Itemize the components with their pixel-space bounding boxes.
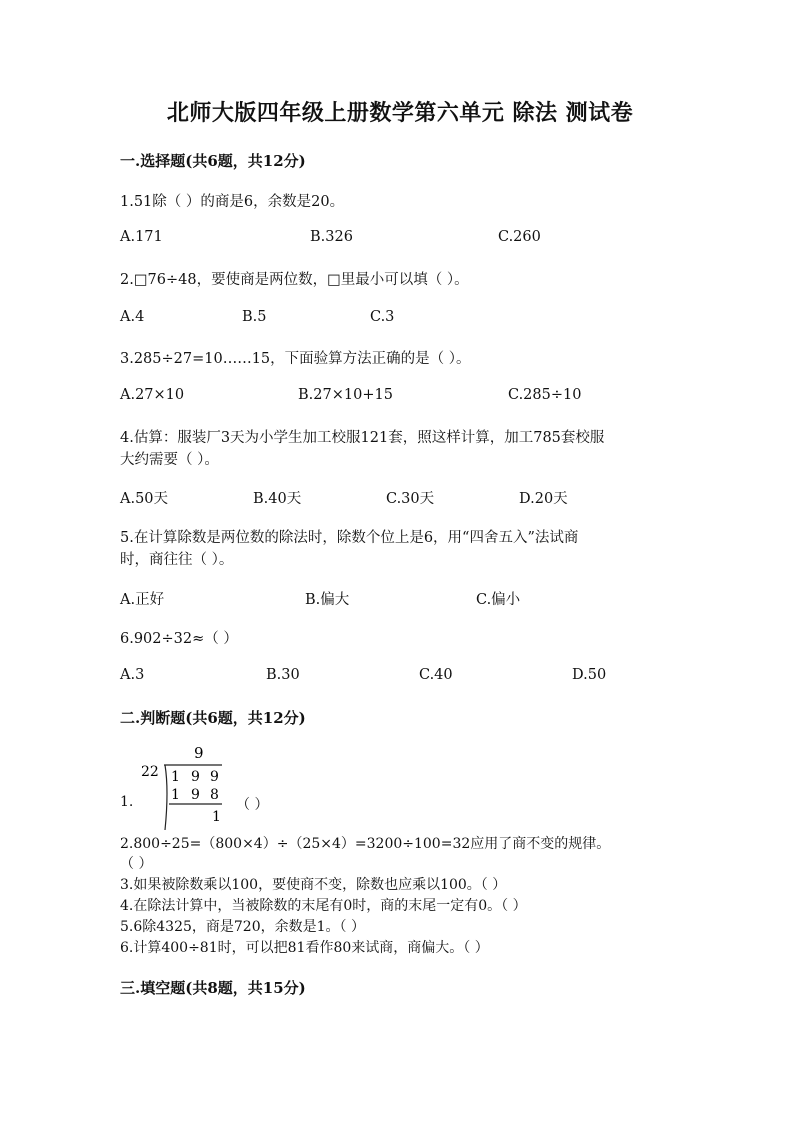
q3-option-b: B.27×10+15 — [298, 387, 393, 403]
judgement-2: 2.800÷25=（800×4）÷（25×4）=3200÷100=32应用了商不变的规律。 — [120, 836, 611, 852]
q6-option-c: C.40 — [419, 667, 453, 683]
product-digit-3: 8 — [210, 787, 219, 803]
question-4-line-2: 大约需要（ ）。 — [120, 452, 219, 468]
q6-option-a: A.3 — [120, 667, 145, 683]
judgement-6: 6.计算400÷81时，可以把81看作80来试商，商偏大。（ ） — [120, 940, 489, 956]
division-remainder: 1 — [212, 809, 221, 825]
q4-option-a: A.50天 — [120, 491, 169, 507]
product-digit-2: 9 — [191, 787, 200, 803]
judgement-1-number: 1. — [120, 794, 134, 810]
dividend-digit-3: 9 — [210, 769, 219, 785]
product-digit-1: 1 — [171, 787, 180, 803]
division-quotient: 9 — [194, 744, 204, 762]
division-bracket — [165, 765, 167, 830]
question-2: 2.□76÷48，要使商是两位数，□里最小可以填（ ）。 — [120, 272, 469, 288]
page-title: 北师大版四年级上册数学第六单元 除法 测试卷 — [166, 100, 634, 126]
q2-option-c: C.3 — [370, 309, 395, 325]
q5-option-c: C.偏小 — [476, 592, 521, 608]
judgement-5: 5.6除4325，商是720，余数是1。（ ） — [120, 919, 365, 935]
division-divisor: 22 — [141, 764, 159, 780]
q3-option-a: A.27×10 — [120, 387, 185, 403]
q5-option-a: A.正好 — [120, 592, 165, 608]
judgement-1-blank: （ ） — [236, 797, 269, 813]
question-5-line-2: 时，商往往（ ）。 — [120, 552, 234, 568]
q6-option-d: D.50 — [572, 667, 607, 683]
q4-option-c: C.30天 — [386, 491, 435, 507]
judgement-2-blank: （ ） — [120, 856, 153, 872]
q1-option-b: B.326 — [310, 229, 353, 245]
question-6: 6.902÷32≈（ ） — [120, 631, 238, 647]
dividend-digit-2: 9 — [191, 769, 200, 785]
judgement-4: 4.在除法计算中，当被除数的末尾有0时，商的末尾一定有0。（ ） — [120, 898, 527, 914]
question-5-line-1: 5.在计算除数是两位数的除法时，除数个位上是6，用“四舍五入”法试商 — [120, 530, 579, 546]
section-heading-judgement: 二.判断题(共6题，共12分) — [120, 709, 306, 727]
q1-option-c: C.260 — [498, 229, 541, 245]
q1-option-a: A.171 — [120, 229, 163, 245]
long-division-figure — [136, 740, 236, 832]
question-4-line-1: 4.估算：服装厂3天为小学生加工校服121套，照这样计算，加工785套校服 — [120, 430, 605, 446]
q4-option-b: B.40天 — [253, 491, 302, 507]
q2-option-b: B.5 — [242, 309, 267, 325]
q2-option-a: A.4 — [120, 309, 145, 325]
section-heading-choice: 一.选择题(共6题，共12分) — [120, 152, 306, 170]
question-3: 3.285÷27=10……15，下面验算方法正确的是（ ）。 — [120, 351, 471, 367]
q4-option-d: D.20天 — [519, 491, 568, 507]
question-1: 1.51除（ ）的商是6，余数是20。 — [120, 194, 345, 210]
judgement-3: 3.如果被除数乘以100，要使商不变，除数也应乘以100。（ ） — [120, 877, 507, 893]
q6-option-b: B.30 — [266, 667, 300, 683]
section-heading-fill-blank: 三.填空题(共8题，共15分) — [120, 979, 306, 997]
q5-option-b: B.偏大 — [305, 592, 350, 608]
q3-option-c: C.285÷10 — [508, 387, 582, 403]
dividend-digit-1: 1 — [171, 769, 180, 785]
